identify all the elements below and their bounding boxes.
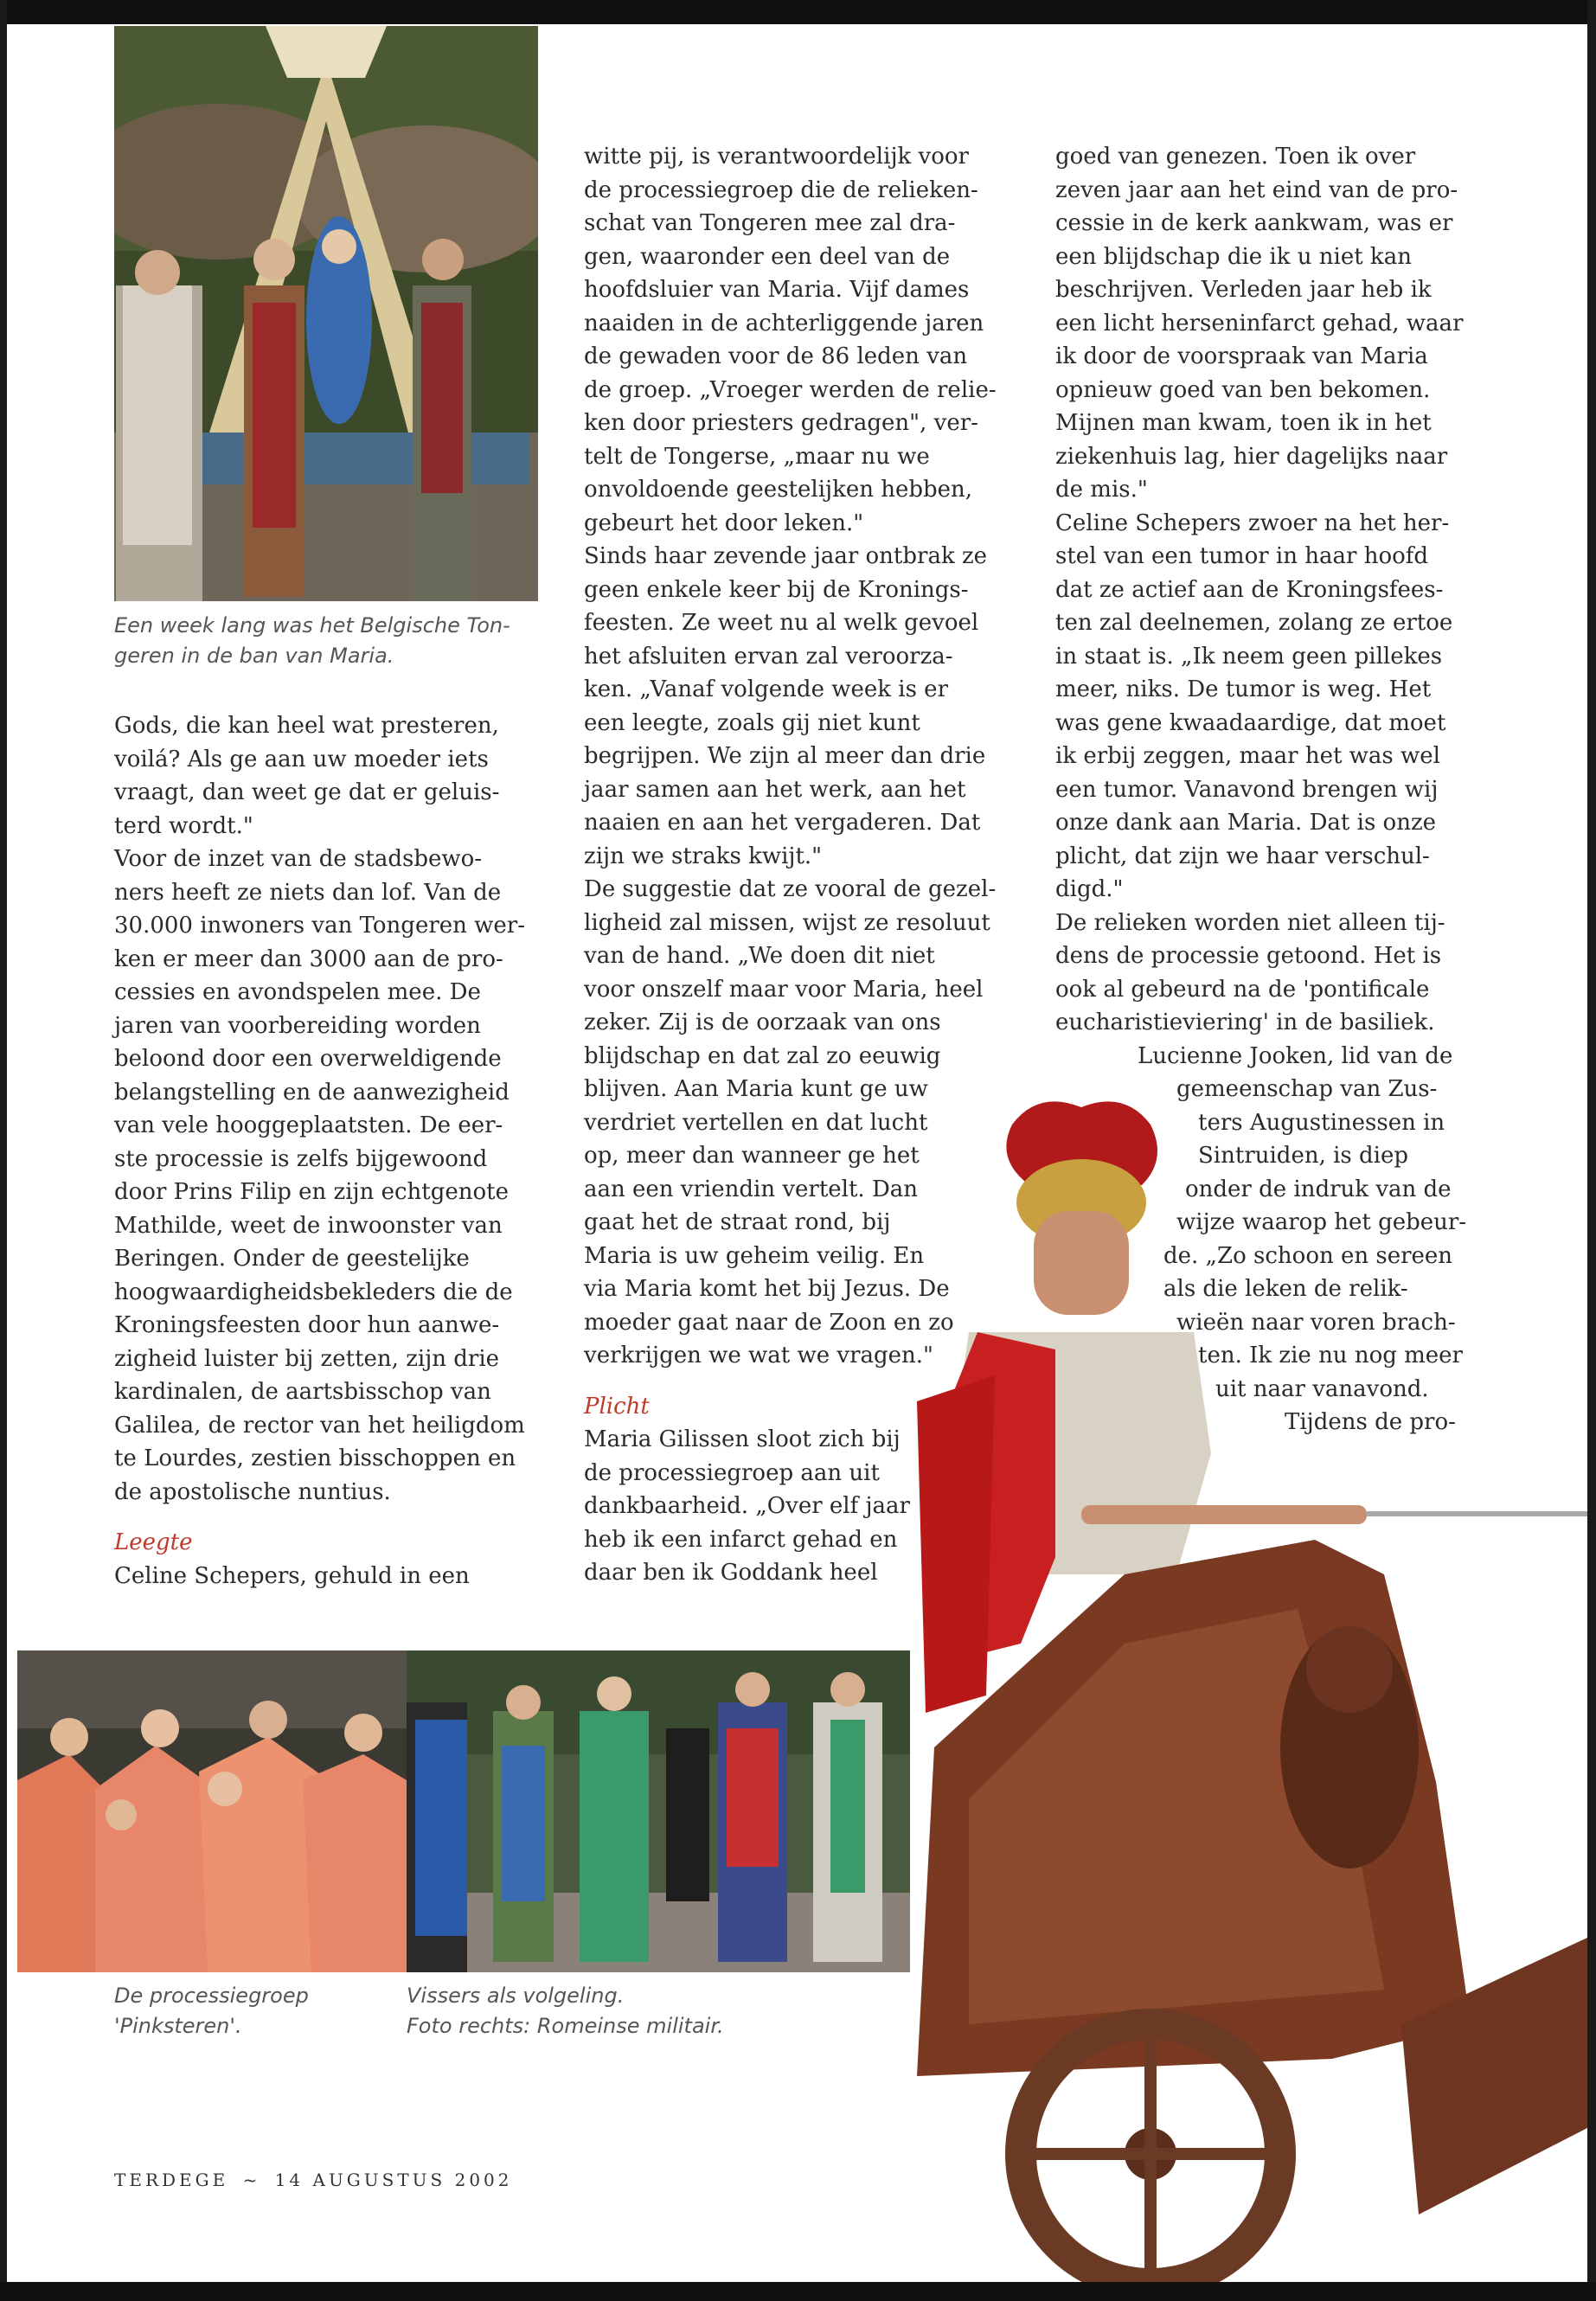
text-line: Beringen. Onder de geestelijke (114, 1246, 470, 1272)
text-line: vraagt, dan weet ge dat er geluis- (114, 779, 500, 805)
text-line: het afsluiten ervan zal veroorza- (584, 643, 953, 670)
text-line: eucharistieviering' in de basiliek. (1055, 1009, 1435, 1035)
text-line: jaren van voorbereiding worden (114, 1012, 481, 1039)
text-line: de groep. „Vroeger werden de relie- (584, 376, 997, 403)
text-line: verkrijgen we wat we vragen." (584, 1343, 934, 1368)
text-line: verdriet vertellen en dat lucht (584, 1109, 928, 1136)
text-line: gaat het de straat rond, bij (584, 1209, 891, 1235)
text-line: Sinds haar zevende jaar ontbrak ze (584, 543, 988, 569)
text-line: ligheid zal missen, wijst ze resoluut (584, 909, 990, 936)
text-line: via Maria komt het bij Jezus. De (584, 1276, 950, 1302)
text-line: dens de processie getoond. Het is (1055, 943, 1442, 969)
text-line: beloond door een overweldigende (114, 1046, 502, 1072)
caption-line: Foto rechts: Romeinse militair. (407, 2014, 724, 2038)
text-line: voilá? Als ge aan uw moeder iets (114, 746, 489, 772)
procession-float-photo (114, 26, 538, 601)
text-line: zeker. Zij is de oorzaak van ons (584, 1009, 941, 1035)
text-line: wieën naar voren brach- (1176, 1309, 1456, 1336)
text-line: ik door de voorspraak van Maria (1055, 343, 1428, 369)
magazine-name: TERDEGE (114, 2170, 229, 2190)
text-line: door Prins Filip en zijn echtgenote (114, 1179, 510, 1205)
section-heading-leegte: Leegte (114, 1529, 193, 1555)
text-line: stel van een tumor in haar hoofd (1055, 543, 1429, 569)
text-line: blijdschap en dat zal zo eeuwig (584, 1042, 941, 1069)
text-line: Mathilde, weet de inwoonster van (114, 1212, 503, 1239)
text-line: witte pij, is verantwoordelijk voor (584, 144, 969, 170)
text-line: een blijdschap die ik u niet kan (1055, 243, 1412, 270)
text-line: ners heeft ze niets dan lof. Van de (114, 879, 502, 906)
text-line: ook al gebeurd na de 'pontificale (1055, 976, 1430, 1003)
text-line: aan een vriendin vertelt. Dan (584, 1176, 919, 1202)
text-line: de gewaden voor de 86 leden van (584, 343, 968, 369)
text-line: Celine Schepers zwoer na het her- (1055, 510, 1450, 536)
pinksteren-group-photo (17, 1650, 407, 1972)
text-line: feesten. Ze weet nu al welk gevoel (584, 610, 979, 636)
text-line: digd." (1055, 876, 1124, 902)
text-line: een licht herseninfarct gehad, waar (1055, 310, 1464, 336)
text-line: ters Augustinessen in (1198, 1109, 1445, 1136)
column-1 (114, 709, 538, 1593)
text-line: terd wordt." (114, 812, 253, 839)
text-line: naaien en aan het vergaderen. Dat (584, 810, 981, 836)
text-line: Voor de inzet van de stadsbewo- (114, 846, 483, 872)
text-line: voor onszelf maar voor Maria, heel (584, 976, 984, 1003)
text-line: Maria is uw geheim veilig. En (584, 1242, 925, 1269)
text-line: opnieuw goed van ben bekomen. (1055, 376, 1431, 403)
text-line: 30.000 inwoners van Tongeren wer- (114, 913, 526, 939)
text-line: hoogwaardigheidsbekleders die de (114, 1279, 513, 1305)
text-line: wijze waarop het gebeur- (1176, 1209, 1467, 1235)
text-line: zeven jaar aan het eind van de pro- (1055, 176, 1458, 203)
page-footer (114, 2170, 513, 2190)
page-frame-right (1587, 0, 1596, 2301)
text-line: De relieken worden niet alleen tij- (1055, 909, 1445, 936)
text-line: Galilea, de rector van het heiligdom (114, 1412, 525, 1439)
text-line: Maria Gilissen sloot zich bij (584, 1426, 901, 1452)
text-line: cessie in de kerk aankwam, was er (1055, 210, 1453, 236)
text-line: onder de indruk van de (1185, 1176, 1452, 1202)
column-3 (1055, 140, 1522, 1439)
text-line: blijven. Aan Maria kunt ge uw (584, 1076, 928, 1102)
text-line: jaar samen aan het werk, aan het (584, 776, 966, 803)
text-line: de processiegroep die de relieken- (584, 176, 978, 203)
text-line: ken. „Vanaf volgende week is er (584, 676, 949, 702)
text-line: Mijnen man kwam, toen ik in het (1055, 410, 1432, 436)
text-line: zigheid luister bij zetten, zijn drie (114, 1345, 500, 1372)
text-line: dankbaarheid. „Over elf jaar (584, 1493, 910, 1519)
text-line: Celine Schepers, gehuld in een (114, 1562, 470, 1589)
text-line: goed van genezen. Toen ik over (1055, 144, 1416, 170)
text-line: telt de Tongerse, „maar nu we (584, 443, 930, 470)
text-line: de. „Zo schoon en sereen (1163, 1242, 1453, 1269)
text-line: kardinalen, de aartsbisschop van (114, 1379, 491, 1405)
bottom-left-caption (114, 1981, 309, 2041)
fishermen-procession-photo (407, 1650, 910, 1972)
text-line: beschrijven. Verleden jaar heb ik (1055, 277, 1432, 303)
caption-line: Een week lang was het Belgische Ton- (114, 613, 510, 638)
text-line: de mis." (1055, 477, 1148, 503)
text-line: op, meer dan wanneer ge het (584, 1143, 920, 1169)
caption-line: geren in de ban van Maria. (114, 644, 394, 668)
text-line: ten. Ik zie nu nog meer (1198, 1343, 1463, 1368)
footer-separator: ~ (242, 2170, 261, 2190)
text-line: plicht, dat zijn we haar verschul- (1055, 843, 1430, 869)
text-line: gemeenschap van Zus- (1176, 1076, 1438, 1102)
text-line: in staat is. „Ik neem geen pillekes (1055, 643, 1443, 670)
text-line: Sintruiden, is diep (1198, 1143, 1409, 1169)
text-line: gen, waaronder een deel van de (584, 243, 951, 270)
text-line: ik erbij zeggen, maar het was wel (1055, 743, 1440, 769)
text-line: De suggestie dat ze vooral de gezel- (584, 876, 997, 902)
text-line: ten zal deelnemen, zolang ze ertoe (1055, 610, 1453, 636)
text-line: de processiegroep aan uit (584, 1459, 880, 1486)
issue-date: 14 AUGUSTUS 2002 (274, 2170, 513, 2190)
text-line: van de hand. „We doen dit niet (584, 943, 935, 969)
text-line: een tumor. Vanavond brengen wij (1055, 776, 1439, 803)
text-line: uit naar vanavond. (1215, 1375, 1429, 1402)
text-line: onze dank aan Maria. Dat is onze (1055, 810, 1437, 836)
text-line: Tijdens de pro- (1285, 1409, 1456, 1435)
text-line: meer, niks. De tumor is weg. Het (1055, 676, 1432, 702)
page-frame-top (0, 0, 1596, 24)
text-line: schat van Tongeren mee zal dra- (584, 210, 956, 236)
text-line: gebeurt het door leken." (584, 510, 864, 536)
text-line: onvoldoende geestelijken hebben, (584, 477, 973, 503)
text-line: begrijpen. We zijn al meer dan drie (584, 743, 986, 769)
text-line: ziekenhuis lag, hier dagelijks naar (1055, 443, 1448, 470)
text-line: een leegte, zoals gij niet kunt (584, 709, 920, 736)
text-line: hoofdsluier van Maria. Vijf dames (584, 277, 970, 303)
text-line: ken er meer dan 3000 aan de pro- (114, 945, 503, 972)
text-line: Kroningsfeesten door hun aanwe- (114, 1312, 500, 1338)
text-line: te Lourdes, zestien bisschoppen en (114, 1445, 516, 1471)
text-line: naaiden in de achterliggende jaren (584, 310, 984, 336)
text-line: Lucienne Jooken, lid van de (1138, 1042, 1453, 1069)
text-line: van vele hooggeplaatsten. De eer- (114, 1112, 503, 1138)
text-line: geen enkele keer bij de Kronings- (584, 576, 969, 603)
text-line: was gene kwaadaardige, dat moet (1055, 709, 1446, 736)
text-line: zijn we straks kwijt." (584, 843, 823, 869)
caption-line: Vissers als volgeling. (407, 1984, 625, 2008)
text-line: heb ik een infarct gehad en (584, 1526, 898, 1553)
caption-line: 'Pinksteren'. (114, 2014, 242, 2038)
page-frame-left (0, 0, 7, 2301)
caption-line: De processiegroep (114, 1984, 309, 2008)
text-line: ste processie is zelfs bijgewoond (114, 1145, 488, 1172)
text-line: dat ze actief aan de Kroningsfees- (1055, 576, 1444, 603)
section-heading-plicht: Plicht (584, 1393, 650, 1420)
text-line: ken door priesters gedragen", ver- (584, 410, 978, 436)
text-line: cessies en avondspelen mee. De (114, 979, 481, 1005)
text-line: daar ben ik Goddank heel (584, 1560, 878, 1586)
page-frame-bottom (0, 2282, 1596, 2301)
text-line: de apostolische nuntius. (114, 1478, 391, 1505)
text-line: belangstelling en de aanwezigheid (114, 1079, 510, 1106)
text-line: als die leken de relik- (1163, 1276, 1408, 1302)
text-line: Gods, die kan heel wat presteren, (114, 713, 499, 739)
text-line: moeder gaat naar de Zoon en zo (584, 1309, 954, 1336)
top-photo-caption (114, 611, 510, 671)
bottom-mid-caption (407, 1981, 724, 2041)
